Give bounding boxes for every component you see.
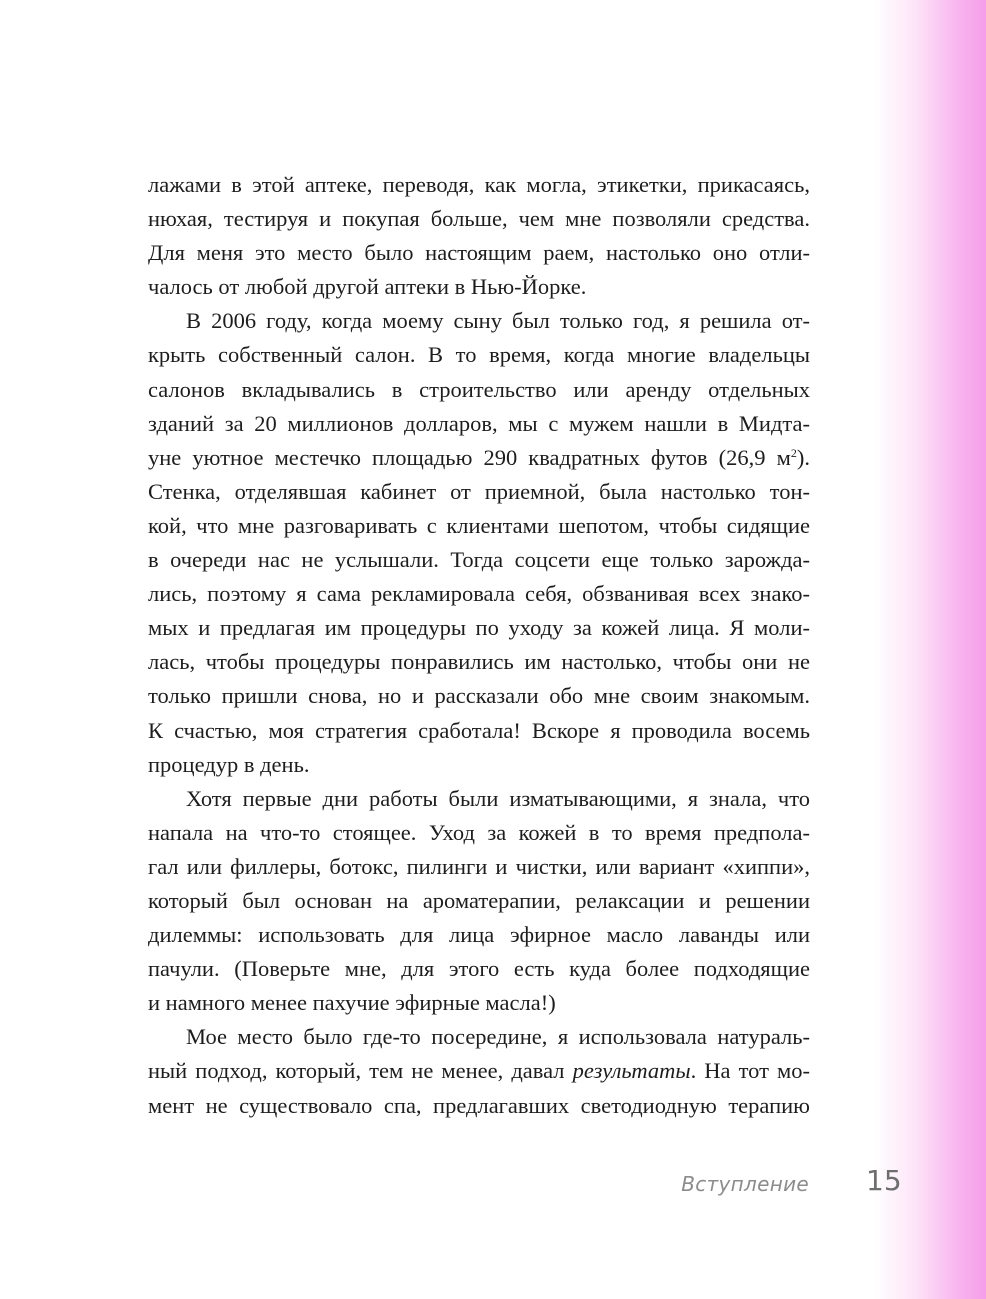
text-line: крыть собственный салон. В то время, когда многие владельцы xyxy=(148,342,810,368)
text-line: зданий за 20 миллионов долларов, мы с мужем нашли в Мидта- xyxy=(148,410,810,436)
text-line: нюхая, тестируя и покупая больше, чем мне позволяли средства. xyxy=(148,206,810,232)
text-line: лись, поэтому я сама рекламировала себя, обзванивая всех знако- xyxy=(148,581,810,607)
text-line: лажами в этой аптеке, переводя, как могла, этикетки, прикасаясь, xyxy=(148,172,810,197)
text-line: пачули. (Поверьте мне, для этого есть куда более подходящие xyxy=(148,956,810,982)
text-line: В 2006 году, когда моему сыну был только год, я решила от- xyxy=(186,308,810,334)
text-line: Стенка, отделявшая кабинет от приемной, была настолько тон- xyxy=(148,478,810,504)
paragraph xyxy=(148,1020,810,1122)
paragraph xyxy=(148,782,810,1021)
text-line: салонов вкладывались в строительство или аренду отдельных xyxy=(148,376,810,402)
text-line: и намного менее пахучие эфирные масла!) xyxy=(148,990,556,1016)
text-line: мых и предлагая им процедуры по уходу за кожей лица. Я моли- xyxy=(148,615,810,641)
text-line: ный подход, который, тем не менее, давал результаты. На тот мо- xyxy=(148,1058,811,1084)
text-line: в очереди нас не услышали. Тогда соцсети еще только зарожда- xyxy=(148,547,810,573)
text-line: только пришли снова, но и рассказали обо мне своим знакомым. xyxy=(148,683,810,709)
text-line: мент не существовало спа, предлагавших светодиодную терапию xyxy=(148,1092,810,1118)
text-line: дилеммы: использовать для лица эфирное масло лаванды или xyxy=(148,922,810,948)
text-line: лась, чтобы процедуры понравились им настолько, чтобы они не xyxy=(148,649,810,675)
page-number: 15 xyxy=(866,1164,902,1197)
text-line: Мое место было где-то посередине, я использовала натураль- xyxy=(186,1024,810,1050)
text-line: Для меня это место было настоящим раем, настолько оно отли- xyxy=(148,240,810,266)
text-line: процедур в день. xyxy=(148,751,310,777)
text-line: гал или филлеры, ботокс, пилинги и чистки, или вариант «хиппи», xyxy=(148,853,810,879)
body-text xyxy=(148,168,810,1123)
text-line: К счастью, моя стратегия сработала! Вскоре я проводила восемь xyxy=(148,717,810,743)
paragraph xyxy=(148,168,810,304)
text-line: уне уютное местечко площадью 290 квадратных футов (26,9 $м^2$). xyxy=(148,444,810,470)
text-line: чалось от любой другой аптеки в Нью-Йорке. xyxy=(148,274,587,300)
text-line: Хотя первые дни работы были изматывающими, я знала, что xyxy=(186,785,810,811)
text-line: напала на что-то стоящее. Уход за кожей в то время предпола- xyxy=(148,819,810,845)
paragraph xyxy=(148,304,810,781)
text-line: который был основан на ароматерапии, релаксации и решении xyxy=(148,887,810,913)
page-edge-gradient xyxy=(874,0,986,1299)
running-footer-section: Вступление xyxy=(681,1172,809,1196)
text-line: кой, что мне разговаривать с клиентами шепотом, чтобы сидящие xyxy=(148,512,810,538)
